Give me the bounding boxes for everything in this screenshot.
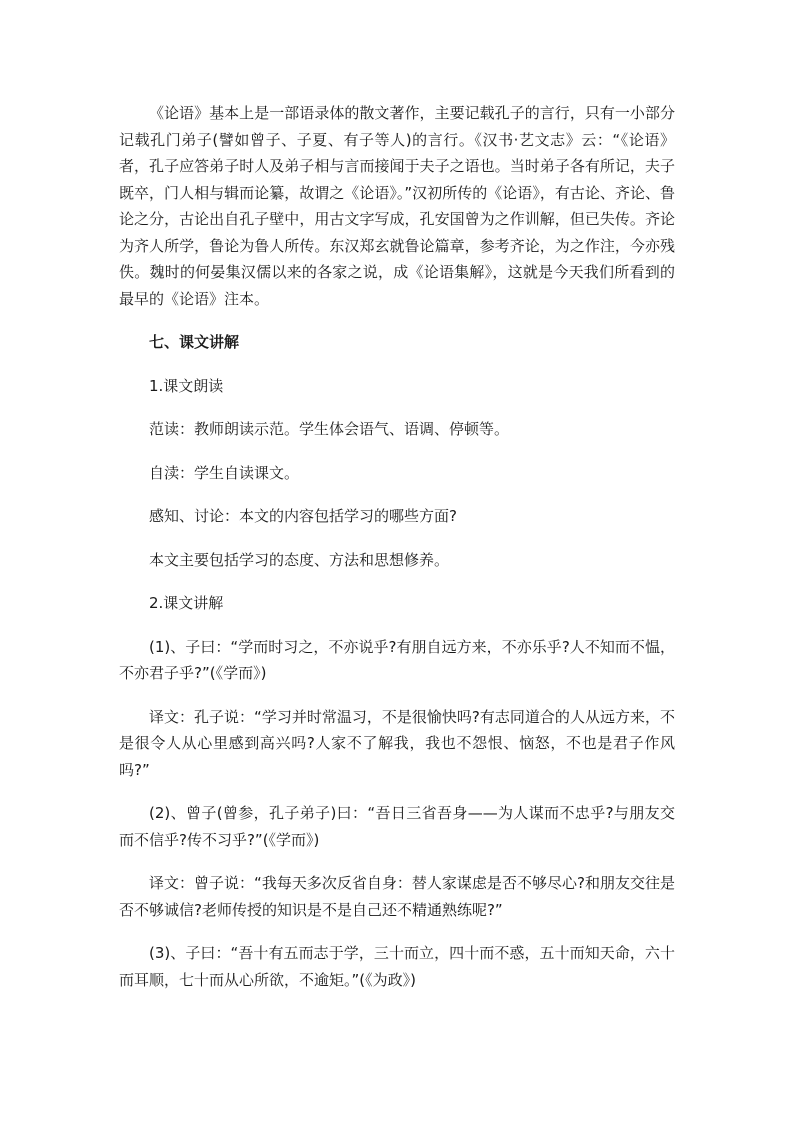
section-heading: 七、课文讲解: [149, 333, 240, 351]
translation-1: 译文：孔子说：“学习并时常温习，不是很愉快吗?有志同道合的人从远方来，不是很令人从心里感到高兴吗?人家不了解我，我也不怨恨、恼怒，不也是君子作风吗?”: [119, 707, 675, 779]
quote-2: (2)、曾子(曾参，孔子弟子)曰：“吾日三省吾身——为人谋而不忠乎?与朋友交而不信乎?传不习乎?”(《学而》): [119, 804, 675, 849]
discussion-question: 感知、讨论：本文的内容包括学习的哪些方面?: [149, 507, 457, 525]
intro-paragraph: 《论语》基本上是一部语录体的散文著作，主要记载孔子的言行，只有一小部分记载孔门弟子(譬如曾子、子夏、有子等人)的言行。《汉书·艺文志》云：“《论语》者，孔子应答弟子时人及弟子相与言而接闻于夫子之语也。当时弟子各有所记，夫子既卒，门人相与辑而论纂，故谓之《论语》。”汉初所传的《论语》，有古论、齐论、鲁论之分，古论出自孔子壁中，用古文字写成，孔安国曾为之作训解，但已失传。齐论为齐人所学，鲁论为鲁人所传。东汉郑玄就鲁论篇章，参考齐论，为之作注，今亦残佚。魏时的何晏集汉儒以来的各家之说，成《论语集解》，这就是今天我们所看到的最早的《论语》注本。: [119, 104, 675, 308]
subsection-heading-reading: 1.课文朗读: [149, 376, 224, 395]
subsection-heading-explanation: 2.课文讲解: [149, 594, 224, 612]
self-reading-paragraph: 自渎：学生自读课文。: [149, 463, 300, 482]
quote-1: (1)、子曰：“学而时习之，不亦说乎?有朋自远方来，不亦乐乎?人不知而不愠，不亦君子乎?”(《学而》): [119, 637, 675, 682]
model-reading-paragraph: 范读：教师朗读示范。学生体会语气、语调、停顿等。: [149, 420, 510, 438]
quote-3: (3)、子曰：“吾十有五而志于学，三十而立，四十而不惑，五十而知天命，六十而耳顺，七十而从心所欲，不逾矩。”(《为政》): [119, 944, 675, 989]
document-body: [119, 100, 675, 993]
discussion-answer: 本文主要包括学习的态度、方法和思想修养。: [149, 550, 450, 569]
translation-2: 译文：曾子说：“我每天多次反省自身：替人家谋虑是否不够尽心?和朋友交往是否不够诚信?老师传授的知识是不是自己还不精通熟练呢?”: [119, 874, 675, 919]
